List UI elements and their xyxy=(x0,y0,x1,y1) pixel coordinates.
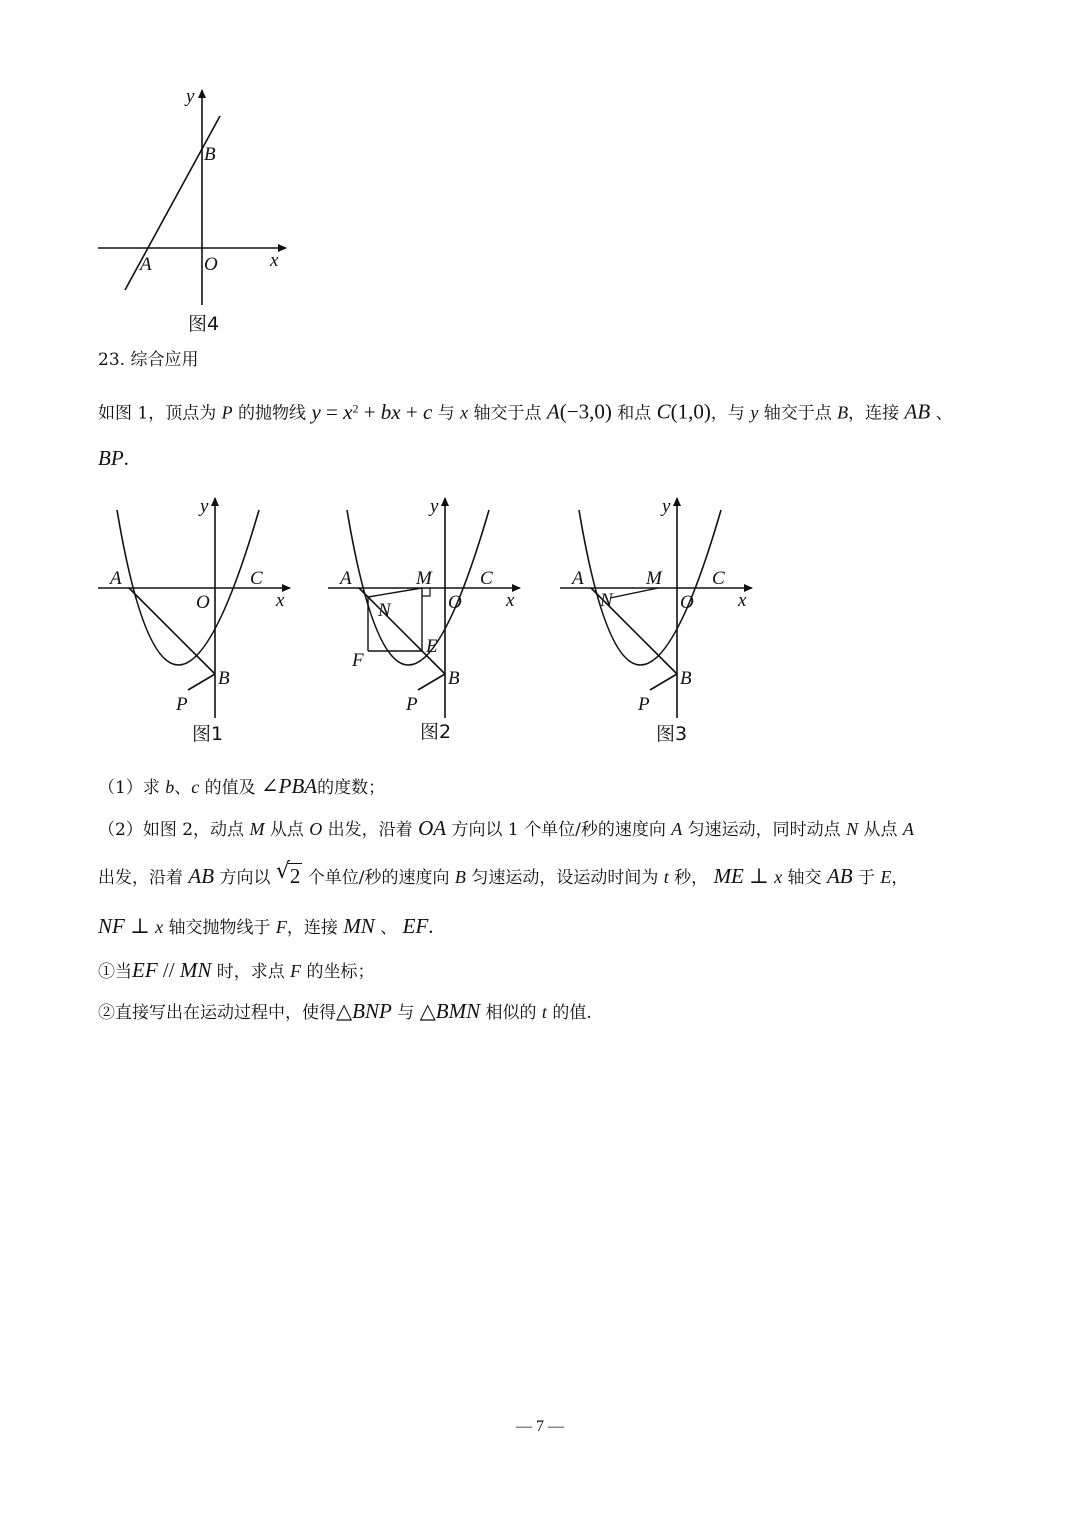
point-a-label: A xyxy=(140,254,152,275)
stem-A: A xyxy=(546,399,560,424)
stem-text-1: 如图 1，顶点为 xyxy=(98,403,217,424)
fig2-p-label: P xyxy=(406,694,418,715)
fig1-b-label: B xyxy=(218,668,230,689)
fig3-o-label: O xyxy=(680,592,694,613)
stem-BP: BP xyxy=(98,446,124,470)
stem-text-8: ，连接 xyxy=(848,403,900,424)
fig2-x-label: x xyxy=(506,590,515,611)
fig3-a-label: A xyxy=(572,568,584,589)
fig3-x-label: x xyxy=(738,590,747,611)
fig1-a-label: A xyxy=(110,568,122,589)
part-2-line2: 出发，沿着 AB 方向以 √ 2 个单位/秒的速度向 B 匀速运动，设运动时间为 t 秒， ME ⊥ x 轴交 AB 于 E， xyxy=(98,859,909,888)
fig3-m-label: M xyxy=(646,568,662,589)
stem-C: C xyxy=(656,399,671,424)
figure-4 xyxy=(90,80,310,340)
fig1-y-label: y xyxy=(200,496,209,517)
fig2-segment-mn xyxy=(368,588,422,597)
fig3-n-label: N xyxy=(600,590,613,611)
fig2-y-label: y xyxy=(430,496,439,517)
fig3-p-label: P xyxy=(638,694,650,715)
stem-text-7: 轴交于点 xyxy=(763,403,832,424)
stem-C-coord: (1,0) xyxy=(670,399,711,424)
stem-B: B xyxy=(837,402,849,423)
fig1-c-label: C xyxy=(250,568,263,589)
figure-2-caption: 图2 xyxy=(420,721,452,743)
fig1-o-label: O xyxy=(196,592,210,613)
fig2-b-label: B xyxy=(448,668,460,689)
stem-y: y xyxy=(750,402,759,423)
figures-row xyxy=(90,490,790,755)
sub-question-2: ②直接写出在运动过程中，使得△BNP 与 △BMN 相似的 t 的值. xyxy=(98,999,592,1023)
stem-text-5: 和点 xyxy=(617,403,652,424)
sub-question-1: ①当EF // MN 时，求点 F 的坐标； xyxy=(98,958,375,982)
question-stem-line1 xyxy=(98,396,953,426)
fig1-x-label: x xyxy=(276,590,285,611)
stem-A-coord: (−3,0) xyxy=(559,399,612,424)
x-axis-label: x xyxy=(270,250,279,271)
stem-text-4: 轴交于点 xyxy=(473,403,542,424)
figure-2 xyxy=(328,496,520,743)
stem-x: x xyxy=(460,402,469,423)
fig2-m-label: M xyxy=(416,568,432,589)
stem-P: P xyxy=(221,402,233,423)
figure-4-caption: 图4 xyxy=(188,313,220,335)
stem-text-2: 的抛物线 xyxy=(238,403,307,424)
fig3-segment-bp xyxy=(650,674,677,690)
fig2-segment-bp xyxy=(418,674,445,690)
figure-1-caption: 图1 xyxy=(192,723,224,745)
fig2-o-label: O xyxy=(448,592,462,613)
fig2-e-label: E xyxy=(426,636,438,657)
fig2-a-label: A xyxy=(340,568,352,589)
parabola-equation: $y = x^2$ + bx + c xyxy=(311,399,433,424)
part-2-line1: （2）如图 2，动点 M 从点 O 出发，沿着 OA 方向以 1 个单位/秒的速度向 A 匀速运动，同时动点 N 从点 A xyxy=(98,816,914,840)
fig1-p-label: P xyxy=(176,694,188,715)
stem-text-10: . xyxy=(123,446,129,470)
fig3-c-label: C xyxy=(712,568,725,589)
part-1: （1）求 b、c 的值及 ∠PBA的度数； xyxy=(98,774,386,798)
stem-text-3: 与 xyxy=(437,403,455,424)
fig1-segment-bp xyxy=(188,674,215,690)
fig2-c-label: C xyxy=(480,568,493,589)
figure-1 xyxy=(98,496,290,745)
stem-AB: AB xyxy=(904,399,931,424)
fig3-b-label: B xyxy=(680,668,692,689)
fig2-right-angle-mark xyxy=(422,588,430,596)
stem-text-6: ，与 xyxy=(710,403,745,424)
part-2-line3: NF ⊥ x 轴交抛物线于 F，连接 MN 、 EF. xyxy=(98,914,434,938)
question-stem-line2 xyxy=(98,446,129,472)
sqrt-2: √ 2 xyxy=(275,859,301,888)
fig3-segment-mn xyxy=(610,588,658,598)
origin-label: O xyxy=(204,254,218,275)
fig2-segment-ab xyxy=(359,588,445,674)
angle-pba: ∠PBA xyxy=(261,774,318,798)
fig2-n-label: N xyxy=(378,600,391,621)
y-axis-label: y xyxy=(186,86,195,107)
question-header: 23. 综合应用 xyxy=(98,350,199,370)
stem-text-9: 、 xyxy=(935,403,953,424)
fig2-f-label: F xyxy=(352,650,364,671)
page-number: — 7 — xyxy=(516,1418,564,1435)
figure-3-caption: 图3 xyxy=(656,723,688,745)
point-b-label: B xyxy=(204,144,216,165)
figure-3 xyxy=(560,496,752,745)
fig3-y-label: y xyxy=(662,496,671,517)
